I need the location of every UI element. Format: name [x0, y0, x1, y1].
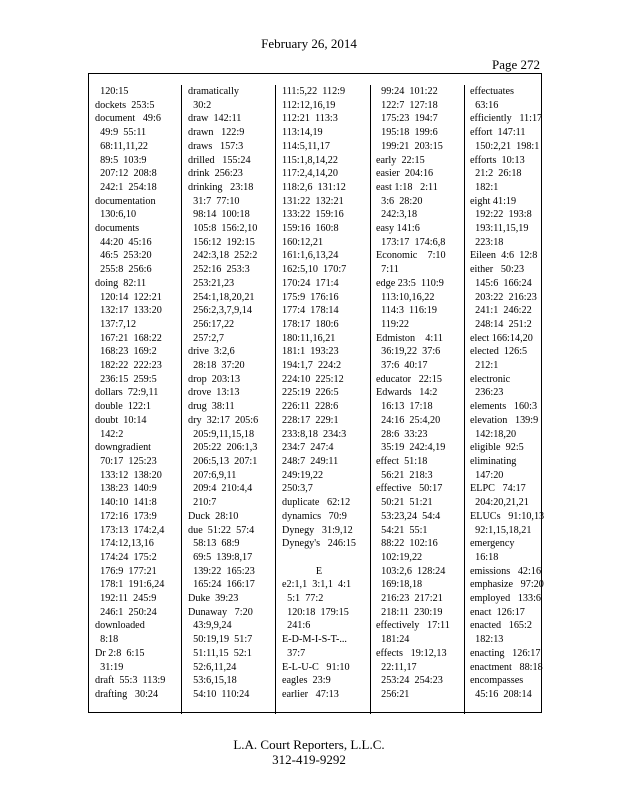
index-line: 226:11 228:6 [282, 401, 339, 413]
index-line: 255:8 256:6 [95, 264, 152, 276]
index-line: Dynegy 31:9,12 [282, 524, 353, 536]
index-line: drug 38:11 [188, 401, 235, 413]
index-line: easier 204:16 [376, 168, 434, 180]
index-line: 139:22 165:23 [188, 565, 255, 577]
index-column-4 [376, 85, 450, 711]
index-line: 113:14,19 [282, 127, 323, 139]
index-line: 103:2,6 128:24 [376, 565, 446, 577]
index-line: elected 126:5 [470, 346, 528, 358]
index-line: 223:18 [470, 236, 504, 248]
index-line: 45:16 208:14 [470, 688, 532, 700]
index-column-1 [95, 85, 165, 711]
index-line: 7:11 [376, 264, 399, 276]
index-line: 233:8,18 234:3 [282, 428, 347, 440]
index-line: dockets 253:5 [95, 99, 155, 111]
index-line: 241:1 246:22 [470, 305, 532, 317]
index-line: 111:5,22 112:9 [282, 86, 346, 97]
index-line: 212:1 [470, 360, 499, 372]
index-line: effects 19:12,13 [376, 647, 447, 659]
index-line: 31:19 [95, 661, 124, 673]
index-line: eligible 92:5 [470, 442, 524, 454]
index-line: 131:22 132:21 [282, 195, 344, 207]
index-line: 218:11 230:19 [376, 606, 443, 618]
index-line: 250:3,7 [282, 483, 313, 495]
word-index [89, 85, 545, 711]
index-line: 254:1,18,20,21 [188, 291, 255, 303]
index-line: 8:18 [95, 634, 119, 646]
reporter-name: L.A. Court Reporters, L.L.C. [233, 737, 385, 752]
index-line: 130:6,10 [95, 209, 137, 221]
index-line: 98:14 100:18 [188, 209, 250, 221]
index-line: easy 141:6 [376, 223, 420, 235]
index-line: 178:17 180:6 [282, 318, 339, 330]
index-line: enacting 126:17 [470, 647, 541, 659]
index-line: 56:21 218:3 [376, 469, 433, 481]
index-line: 253:21,23 [188, 277, 235, 289]
index-line: 113:10,16,22 [376, 291, 435, 303]
index-line: 132:17 133:20 [95, 305, 162, 317]
index-column-2 [188, 85, 258, 711]
index-line: 206:5,13 207:1 [188, 455, 258, 467]
index-line: Dunaway 7:20 [188, 606, 253, 618]
index-line: 175:9 176:16 [282, 291, 339, 303]
index-line: 173:13 174:2,4 [95, 524, 165, 536]
index-line: drove 13:13 [188, 387, 240, 399]
index-line: 181:24 [376, 634, 410, 646]
index-line: 192:11 245:9 [95, 593, 157, 605]
index-line: Edwards 14:2 [376, 387, 438, 399]
index-line: 44:20 45:16 [95, 236, 152, 248]
index-line: downgradient [95, 442, 152, 454]
index-line: 205:22 206:1,3 [188, 442, 258, 454]
index-line: encompasses [470, 675, 524, 687]
index-line: 256:2,3,7,9,14 [188, 305, 252, 317]
index-line: 137:7,12 [95, 318, 137, 330]
index-line: 182:22 222:23 [95, 360, 162, 372]
index-line: elements 160:3 [470, 401, 538, 413]
index-line: 160:12,21 [282, 236, 324, 248]
page-number: Page 272 [492, 57, 541, 72]
index-line: 228:17 229:1 [282, 414, 339, 426]
index-line: employed 133:6 [470, 593, 542, 605]
index-line: 209:4 210:4,4 [188, 483, 253, 495]
index-line: earlier 47:13 [282, 688, 339, 700]
index-column-5 [470, 85, 544, 711]
index-line: 174:12,13,16 [95, 538, 154, 550]
index-line: 122:7 127:18 [376, 99, 438, 111]
index-line: drop 203:13 [188, 373, 241, 385]
index-line: dynamics 70:9 [282, 510, 347, 522]
index-line: documents [95, 223, 140, 235]
index-line: elevation 139:9 [470, 414, 539, 426]
index-line: east 1:18 2:11 [376, 181, 438, 193]
index-line: effect 51:18 [376, 455, 428, 467]
index-line: enact 126:17 [470, 606, 525, 618]
index-line: Dr 2:8 6:15 [95, 647, 145, 659]
index-line: emergency [470, 538, 515, 550]
index-line: 118:2,6 131:12 [282, 181, 346, 193]
index-line: 159:16 160:8 [282, 223, 339, 235]
index-line: E-L-U-C 91:10 [282, 661, 350, 673]
index-line: 249:19,22 [282, 469, 324, 481]
index-line: 120:14 122:21 [95, 291, 162, 303]
index-line: draft 55:3 113:9 [95, 675, 166, 687]
index-line: 210:7 [188, 497, 217, 509]
index-line: Duke 39:23 [188, 593, 239, 605]
index-line: 203:22 216:23 [470, 291, 537, 303]
index-line: eagles 23:9 [282, 675, 331, 687]
index-line: 205:9,11,15,18 [188, 428, 255, 440]
index-line: 224:10 225:12 [282, 373, 344, 385]
index-line: 248:14 251:2 [470, 318, 532, 330]
index-line: 248:7 249:11 [282, 455, 339, 467]
index-line: draw 142:11 [188, 113, 242, 125]
index-line: 242:3,18 [376, 209, 418, 221]
index-line: 193:11,15,19 [470, 223, 529, 235]
index-line: e2:1,1 3:1,1 4:1 [282, 579, 352, 591]
index-line: due 51:22 57:4 [188, 524, 255, 536]
index-line: elect 166:14,20 [470, 332, 533, 344]
index-line: 22:11,17 [376, 661, 417, 673]
index-line: 117:2,4,14,20 [282, 168, 338, 180]
index-line: 182:13 [470, 634, 504, 646]
index-line: Dynegy's 246:15 [282, 538, 356, 550]
index-line: drafting 30:24 [95, 688, 159, 700]
index-line: E [315, 565, 323, 577]
index-line: 112:12,16,19 [282, 99, 336, 111]
index-line: 114:3 116:19 [376, 305, 437, 317]
index-line: drawn 122:9 [188, 127, 245, 139]
index-line: 142:2 [95, 428, 124, 440]
index-line: 43:9,9,24 [188, 620, 232, 632]
index-line: 35:19 242:4,19 [376, 442, 446, 454]
index-line: duplicate 62:12 [282, 497, 351, 509]
index-line: 246:1 250:24 [95, 606, 157, 618]
index-line: enacted 165:2 [470, 620, 532, 632]
index-line: 49:9 55:11 [95, 127, 147, 139]
index-line: edge 23:5 110:9 [376, 277, 444, 289]
index-line: 133:22 159:16 [282, 209, 344, 221]
index-line: 199:21 203:15 [376, 140, 443, 152]
index-line: effective 50:17 [376, 483, 443, 495]
index-line: 92:1,15,18,21 [470, 524, 532, 536]
index-line: 31:7 77:10 [188, 195, 240, 207]
index-line: ELPC 74:17 [470, 483, 526, 495]
index-line: double 122:1 [95, 401, 152, 413]
index-line: 28:18 37:20 [188, 360, 245, 372]
index-line: 120:15 [95, 86, 129, 97]
index-line: 175:23 194:7 [376, 113, 438, 125]
index-line: 236:15 259:5 [95, 373, 157, 385]
index-line: Edmiston 4:11 [376, 332, 443, 344]
index-line: effectively 17:11 [376, 620, 450, 632]
index-line: 133:12 138:20 [95, 469, 162, 481]
index-line: 102:19,22 [376, 551, 423, 563]
index-line: Duck 28:10 [188, 510, 239, 522]
index-line: 142:18,20 [470, 428, 517, 440]
index-line: 256:21 [376, 688, 410, 700]
index-line: 68:11,11,22 [95, 140, 149, 152]
index-line: 58:13 68:9 [188, 538, 240, 550]
index-line: 169:18,18 [376, 579, 423, 591]
index-line: 112:21 113:3 [282, 113, 338, 125]
index-line: either 50:23 [470, 264, 525, 276]
index-line: 3:6 28:20 [376, 195, 423, 207]
index-line: 174:24 175:2 [95, 551, 157, 563]
index-line: 177:4 178:14 [282, 305, 339, 317]
index-line: 36:19,22 37:6 [376, 346, 441, 358]
index-line: 207:6,9,11 [188, 469, 237, 481]
index-line: 162:5,10 170:7 [282, 264, 347, 276]
index-line: 195:18 199:6 [376, 127, 438, 139]
index-line: 30:2 [188, 99, 212, 111]
index-line: 51:11,15 52:1 [188, 647, 252, 659]
index-line: emissions 42:16 [470, 565, 542, 577]
index-line: 89:5 103:9 [95, 154, 147, 166]
index-line: dramatically [188, 86, 239, 97]
index-line: 234:7 247:4 [282, 442, 334, 454]
index-line: drilled 155:24 [188, 154, 251, 166]
index-line: 37:6 40:17 [376, 360, 428, 372]
index-line: 173:17 174:6,8 [376, 236, 446, 248]
index-line: 138:23 140:9 [95, 483, 157, 495]
index-line: emphasize 97:20 [470, 579, 544, 591]
index-line: 216:23 217:21 [376, 593, 443, 605]
index-line: efforts 10:13 [470, 154, 525, 166]
index-line: 105:8 156:2,10 [188, 223, 258, 235]
index-line: dry 32:17 205:6 [188, 414, 259, 426]
index-line: 194:1,7 224:2 [282, 360, 342, 372]
index-line: 70:17 125:23 [95, 455, 157, 467]
index-line: eliminating [470, 455, 517, 467]
index-line: 50:19,19 51:7 [188, 634, 253, 646]
index-line: 53:23,24 54:4 [376, 510, 441, 522]
index-line: 46:5 253:20 [95, 250, 152, 262]
index-line: early 22:15 [376, 154, 425, 166]
index-line: 170:24 171:4 [282, 277, 339, 289]
index-line: Eileen 4:6 12:8 [470, 250, 538, 262]
index-line: 181:1 193:23 [282, 346, 339, 358]
index-line: 50:21 51:21 [376, 497, 433, 509]
index-line: 54:21 55:1 [376, 524, 428, 536]
index-line: E-D-M-I-S-T-... [282, 634, 347, 646]
index-line: 180:11,16,21 [282, 332, 336, 344]
index-line: 54:10 110:24 [188, 688, 250, 700]
page-date: February 26, 2014 [261, 36, 357, 51]
index-line: 252:16 253:3 [188, 264, 250, 276]
index-line: 16:18 [470, 551, 499, 563]
index-line: 115:1,8,14,22 [282, 154, 338, 166]
index-line: 253:24 254:23 [376, 675, 443, 687]
index-line: 140:10 141:8 [95, 497, 157, 509]
index-line: 165:24 166:17 [188, 579, 255, 591]
index-line: 192:22 193:8 [470, 209, 532, 221]
index-line: 28:6 33:23 [376, 428, 428, 440]
reporter-phone: 312-419-9292 [272, 752, 346, 767]
index-line: educator 22:15 [376, 373, 442, 385]
index-line: drink 256:23 [188, 168, 243, 180]
index-line: 168:23 169:2 [95, 346, 157, 358]
index-line: 147:20 [470, 469, 504, 481]
index-line: 242:3,18 252:2 [188, 250, 258, 262]
index-line: 167:21 168:22 [95, 332, 162, 344]
index-line: 172:16 173:9 [95, 510, 157, 522]
index-column-3 [282, 85, 356, 711]
index-line: 161:1,6,13,24 [282, 250, 339, 262]
index-line: 225:19 226:5 [282, 387, 339, 399]
index-line: effectuates [470, 86, 514, 97]
index-line: electronic [470, 373, 511, 385]
index-line: 99:24 101:22 [376, 86, 438, 97]
index-line: 176:9 177:21 [95, 565, 157, 577]
index-line: 5:1 77:2 [282, 593, 324, 605]
index-line: 156:12 192:15 [188, 236, 255, 248]
index-line: 52:6,11,24 [188, 661, 237, 673]
index-line: 178:1 191:6,24 [95, 579, 165, 591]
index-line: 242:1 254:18 [95, 181, 157, 193]
index-line: 88:22 102:16 [376, 538, 438, 550]
index-line: doubt 10:14 [95, 414, 147, 426]
index-line [282, 551, 356, 565]
index-line: documentation [95, 195, 156, 207]
index-line: 257:2,7 [188, 332, 224, 344]
index-line: 21:2 26:18 [470, 168, 522, 180]
index-line: 150:2,21 198:1 [470, 140, 540, 152]
index-line: document 49:6 [95, 113, 161, 125]
index-line: eight 41:19 [470, 195, 517, 207]
index-line: dollars 72:9,11 [95, 387, 159, 399]
index-line: effort 147:11 [470, 127, 526, 139]
index-line: 63:16 [470, 99, 499, 111]
index-line: 241:6 [282, 620, 311, 632]
index-line: ELUCs 91:10,13 [470, 510, 545, 522]
index-line: drinking 23:18 [188, 181, 254, 193]
index-line: 120:18 179:15 [282, 606, 349, 618]
index-line: downloaded [95, 620, 145, 632]
index-line: 24:16 25:4,20 [376, 414, 441, 426]
index-line: doing 82:11 [95, 277, 147, 289]
index-line: Economic 7:10 [376, 250, 446, 262]
index-line: 204:20,21,21 [470, 497, 529, 509]
index-line: 119:22 [376, 318, 410, 330]
index-line: efficiently 11:17 [470, 113, 543, 125]
index-line: 37:7 [282, 647, 306, 659]
index-line: 145:6 166:24 [470, 277, 532, 289]
index-line: 182:1 [470, 181, 499, 193]
index-line: 16:13 17:18 [376, 401, 433, 413]
index-line: 207:12 208:8 [95, 168, 157, 180]
index-line: 69:5 139:8,17 [188, 551, 253, 563]
index-line: 114:5,11,17 [282, 140, 330, 152]
index-line: enactment 88:18 [470, 661, 543, 673]
index-line: 236:23 [470, 387, 504, 399]
index-line: draws 157:3 [188, 140, 244, 152]
index-line: 53:6,15,18 [188, 675, 237, 687]
index-line: drive 3:2,6 [188, 346, 235, 358]
index-line: 256:17,22 [188, 318, 235, 330]
